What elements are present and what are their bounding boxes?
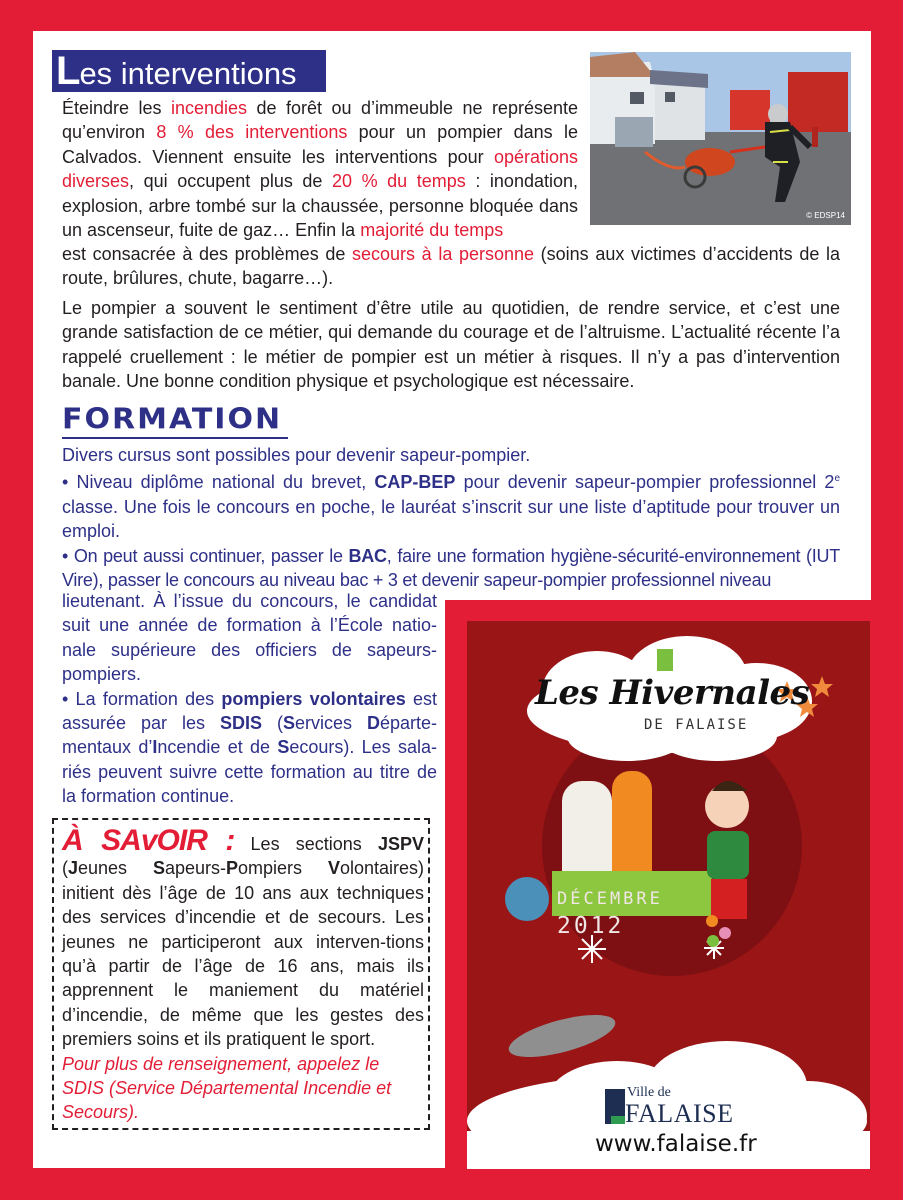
text: , qui occupent plus de xyxy=(129,171,332,192)
highlight-majorite: majorité du temps xyxy=(360,220,504,241)
text: , faire une formation hygiène-sécurité-environnement (IUT Vire), passer le concours au niveau bac + 3 et devenir sapeur-pompier professionnel niveau xyxy=(62,545,840,591)
text: • Niveau diplôme national du brevet, xyxy=(62,472,375,493)
text: pour un pompier dans le Calvados. Viennent ensuite les interventions pour xyxy=(62,122,578,167)
text: ( xyxy=(62,858,68,879)
poster-year: 2012 xyxy=(557,913,625,939)
firefighter-photo xyxy=(590,52,851,225)
text: classe. Une fois le concours en poche, le lauréat s’inscrit sur une liste d’aptitude pour trouver un emploi. xyxy=(62,496,840,542)
bold-volontaires: pompiers volontaires xyxy=(221,688,406,709)
highlight-operations: opérations diverses xyxy=(62,146,578,192)
interventions-intro xyxy=(62,96,578,242)
formation-item-2 xyxy=(62,544,840,593)
interventions-intro-continued xyxy=(62,242,840,291)
text: ervices xyxy=(294,713,367,734)
text: olontaires) initient dès l’âge de 10 ans aux techniques des services d’incendie et de secours. Les jeunes ne participeront aux interven-tions qu’à partir de l’âge de 16 ans, mais ils apprennent le maniement du matériel d’incendie, de même que les gestes des premiers soins et ils pratiquent le sport. xyxy=(62,858,424,1050)
text: ncendie et de xyxy=(157,737,278,758)
text: éparte-mentaux d’ xyxy=(62,713,437,758)
section-title-formation: FORMATION xyxy=(62,402,283,437)
text: ecours). Les sala-riés peuvent suivre cette formation au titre de la formation continue. xyxy=(62,737,437,807)
bold-letter: D xyxy=(366,713,380,734)
text: ompiers xyxy=(238,858,328,879)
superscript: e xyxy=(834,473,840,485)
text: pour devenir sapeur-pompier professionnel 2 xyxy=(455,472,835,493)
falaise-logo-icon xyxy=(605,1089,625,1124)
bold-letter: S xyxy=(277,737,290,758)
text: Éteindre les xyxy=(62,98,171,118)
bold-bac: BAC xyxy=(348,545,387,566)
formation-underline xyxy=(62,437,288,439)
formation-body xyxy=(62,443,840,592)
highlight-20-percent: 20 % du temps xyxy=(332,171,466,192)
text: : inondation, explosion, arbre tombé sur la chaussée, personne bloquée dans un ascenseur, fuite de gaz… Enfin la xyxy=(62,171,578,241)
logo-falaise: FALAISE xyxy=(625,1099,734,1128)
bold-sdis: SDIS xyxy=(219,713,262,734)
formation-item-1 xyxy=(62,467,840,543)
highlight-8-percent: 8 % des interventions xyxy=(156,122,348,143)
bold-letter: P xyxy=(226,858,239,879)
text: (soins aux victimes d’accidents de la route, brûlures, chute, bagarre…). xyxy=(62,244,840,289)
text: apeurs- xyxy=(164,858,226,879)
formation-intro: Divers cursus sont possibles pour devenir sapeur-pompier. xyxy=(62,445,531,465)
bold-cap-bep: CAP-BEP xyxy=(374,472,456,493)
bold-letter: S xyxy=(282,713,295,734)
a-savoir-info: Pour plus de renseignement, appelez le SDIS (Service Départemental Incendie et Secours). xyxy=(62,1053,392,1123)
text: eunes xyxy=(78,858,153,879)
falaise-website-link[interactable]: www.falaise.fr xyxy=(595,1131,757,1157)
photo-credit: © EDSP14 xyxy=(806,211,845,220)
title-initial: L xyxy=(56,49,80,93)
text: ( xyxy=(261,713,283,734)
poster-title: Les Hivernales xyxy=(535,673,810,713)
hivernales-poster[interactable] xyxy=(467,621,870,1169)
logo-ville-de: Ville de xyxy=(627,1085,671,1100)
highlight-incendies: incendies xyxy=(170,98,248,118)
text: de forêt ou d’immeuble ne représente qu’environ xyxy=(62,98,578,143)
bold-letter: S xyxy=(152,858,165,879)
poster-month: DÉCEMBRE xyxy=(557,889,663,909)
text: Les sections xyxy=(234,834,378,854)
formation-item-3 xyxy=(62,687,437,809)
text: est consacrée à des problèmes de xyxy=(62,244,352,264)
text: • On peut aussi continuer, passer le xyxy=(62,545,349,566)
section-title-interventions xyxy=(52,50,326,92)
bold-jspv: JSPV xyxy=(377,834,424,854)
title-rest: es interventions xyxy=(79,56,297,91)
interventions-paragraph-2: Le pompier a souvent le sentiment d’être utile au quotidien, de rendre service, et c’est une grande satisfaction de ce métier, qui demande du courage et de l’altruisme. L’actualité récente l’a rappelé cruellement : le métier de pompier est un métier à risques. Il n’y a pas d’intervention banale. Une bonne condition physique et psychologique est nécessaire. xyxy=(62,298,840,392)
firefighter-photo-icon xyxy=(590,52,851,225)
a-savoir-heading: À SAvOIR : xyxy=(62,824,235,857)
bold-letter: V xyxy=(327,858,340,879)
formation-item-2-continued: lieutenant. À l’issue du concours, le candidat suit une année de formation à l’École natio-nale supérieure des officiers de sapeurs-pompiers. xyxy=(62,591,437,685)
text: est assurée par les xyxy=(62,688,437,734)
text: • La formation des xyxy=(62,688,222,709)
highlight-secours: secours à la personne xyxy=(352,244,535,264)
bold-letter: J xyxy=(68,858,79,879)
bold-letter: I xyxy=(152,737,158,758)
a-savoir-text xyxy=(62,824,424,1125)
formation-body-narrow xyxy=(62,589,437,809)
poster-subtitle: DE FALAISE xyxy=(644,717,749,733)
